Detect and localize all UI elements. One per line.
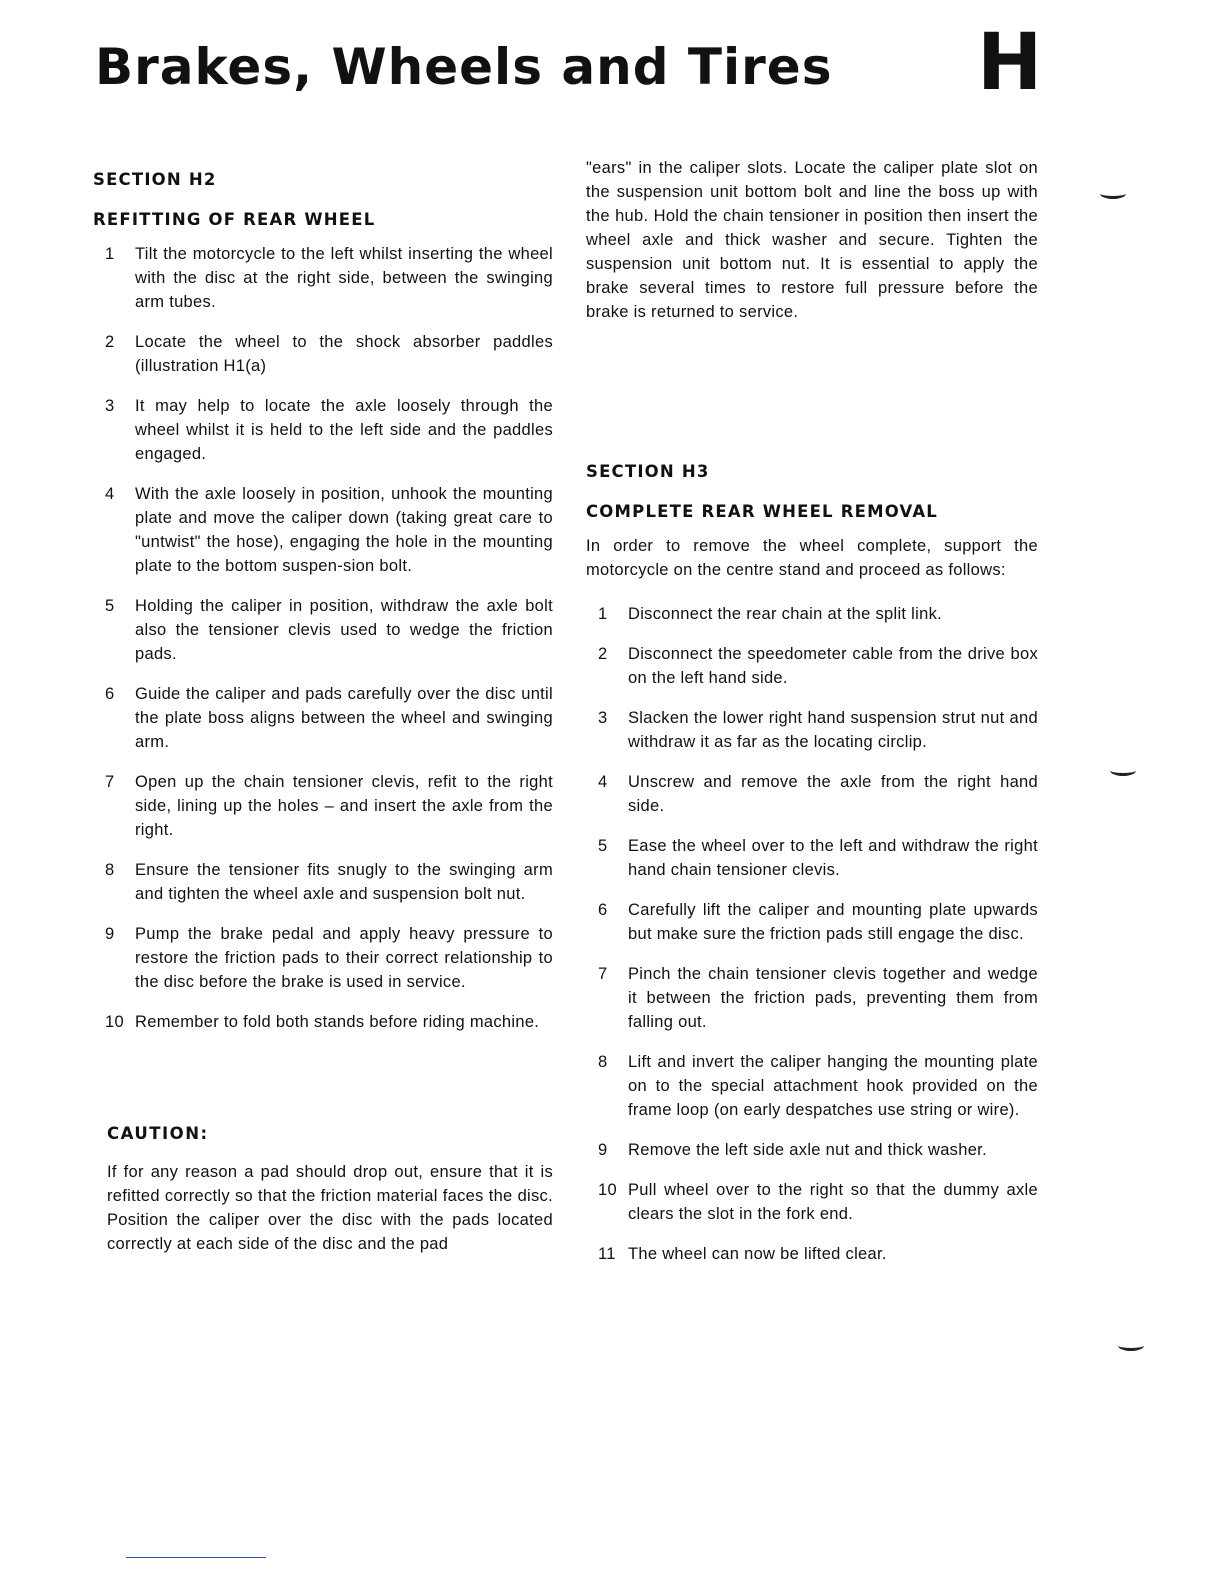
step-number: 11 (598, 1245, 616, 1263)
step-number: 6 (598, 901, 608, 919)
list-item (93, 682, 553, 754)
removal-steps-list (586, 602, 1038, 1266)
step-text: Disconnect the rear chain at the split link. (628, 605, 943, 623)
step-number: 8 (105, 861, 115, 879)
continuation-text: "ears" in the caliper slots. Locate the caliper plate slot on the suspension unit bottom bolt and line the boss up with the hub. Hold the chain tensioner in position then insert the wheel axle and thick washer and secure. Tighten the suspension unit bottom nut. It is essential to apply the brake several times to restore full pressure before the brake is returned to service. (586, 159, 1038, 321)
step-text: Slacken the lower right hand suspension strut nut and withdraw it as far as the locating circlip. (628, 709, 1038, 751)
caution-heading: CAUTION: (107, 1124, 209, 1143)
list-item (93, 242, 553, 314)
step-text: Remember to fold both stands before riding machine. (135, 1013, 540, 1031)
list-item (586, 1138, 1038, 1162)
step-text: Locate the wheel to the shock absorber paddles (illustration H1(a) (135, 333, 553, 375)
refitting-steps-list (93, 242, 553, 1034)
list-item (586, 962, 1038, 1034)
right-column (586, 156, 1038, 1282)
caution-text: If for any reason a pad should drop out, ensure that it is refitted correctly so that the friction material faces the disc. Position the caliper over the disc with the pads located correctly at each side of the disc and the pad (107, 1163, 553, 1253)
step-number: 2 (105, 333, 115, 351)
chapter-letter: H (977, 18, 1043, 108)
binder-mark (1118, 1340, 1144, 1351)
page-title: Brakes, Wheels and Tires (95, 38, 833, 96)
step-text: Tilt the motorcycle to the left whilst inserting the wheel with the disc at the right side, between the swinging arm tubes. (135, 245, 553, 311)
step-number: 10 (105, 1013, 124, 1031)
list-item (93, 594, 553, 666)
step-text: Ensure the tensioner fits snugly to the swinging arm and tighten the wheel axle and suspension bolt nut. (135, 861, 553, 903)
section-h3-title: SECTION H3 (586, 462, 710, 481)
section-h3-subtitle: COMPLETE REAR WHEEL REMOVAL (586, 502, 939, 521)
list-item (586, 770, 1038, 818)
footer-rule (126, 1557, 266, 1558)
step-number: 5 (105, 597, 115, 615)
list-item (586, 1242, 1038, 1266)
step-number: 8 (598, 1053, 608, 1071)
list-item (586, 898, 1038, 946)
step-number: 1 (105, 245, 115, 263)
step-text: Remove the left side axle nut and thick washer. (628, 1141, 987, 1159)
step-number: 5 (598, 837, 608, 855)
step-number: 7 (105, 773, 115, 791)
step-text: Ease the wheel over to the left and withdraw the right hand chain tensioner clevis. (628, 837, 1038, 879)
step-text: Disconnect the speedometer cable from the drive box on the left hand side. (628, 645, 1038, 687)
left-column (93, 166, 553, 1256)
step-number: 3 (105, 397, 115, 415)
step-text: It may help to locate the axle loosely through the wheel whilst it is held to the left side and the paddles engaged. (135, 397, 553, 463)
step-text: Pull wheel over to the right so that the dummy axle clears the slot in the fork end. (628, 1181, 1038, 1223)
step-text: Open up the chain tensioner clevis, refit to the right side, lining up the holes – and insert the axle from the right. (135, 773, 553, 839)
list-item (586, 602, 1038, 626)
binder-mark (1110, 765, 1136, 776)
list-item (93, 394, 553, 466)
list-item (586, 834, 1038, 882)
step-number: 4 (105, 485, 115, 503)
list-item (93, 922, 553, 994)
step-number: 9 (105, 925, 115, 943)
step-text: Guide the caliper and pads carefully over the disc until the plate boss aligns between the wheel and swinging arm. (135, 685, 553, 751)
list-item (93, 330, 553, 378)
binder-mark (1100, 188, 1126, 199)
list-item (93, 770, 553, 842)
step-text: Lift and invert the caliper hanging the mounting plate on to the special attachment hook provided on the frame loop (on early despatches use string or wire). (628, 1053, 1038, 1119)
section-h2-title: SECTION H2 (93, 170, 217, 189)
list-item (586, 1178, 1038, 1226)
step-text: Pump the brake pedal and apply heavy pressure to restore the friction pads to their correct relationship to the disc before the brake is used in service. (135, 925, 553, 991)
step-text: With the axle loosely in position, unhook the mounting plate and move the caliper down (taking great care to "untwist" the hose), engaging the hole in the mounting plate to the bottom suspen-sion bolt. (135, 485, 553, 575)
step-number: 3 (598, 709, 608, 727)
step-text: Unscrew and remove the axle from the right hand side. (628, 773, 1038, 815)
section-h3-intro: In order to remove the wheel complete, support the motorcycle on the centre stand and proceed as follows: (586, 537, 1038, 579)
step-number: 7 (598, 965, 608, 983)
step-number: 4 (598, 773, 608, 791)
list-item (93, 1010, 553, 1034)
step-text: Holding the caliper in position, withdraw the axle bolt also the tensioner clevis used to wedge the friction pads. (135, 597, 553, 663)
step-text: Carefully lift the caliper and mounting plate upwards but make sure the friction pads still engage the disc. (628, 901, 1038, 943)
step-number: 1 (598, 605, 608, 623)
list-item (93, 482, 553, 578)
list-item (93, 858, 553, 906)
list-item (586, 1050, 1038, 1122)
step-number: 6 (105, 685, 115, 703)
step-number: 10 (598, 1181, 617, 1199)
list-item (586, 642, 1038, 690)
step-text: The wheel can now be lifted clear. (628, 1245, 887, 1263)
step-number: 9 (598, 1141, 608, 1159)
step-text: Pinch the chain tensioner clevis together and wedge it between the friction pads, preventing them from falling out. (628, 965, 1038, 1031)
section-h2-subtitle: REFITTING OF REAR WHEEL (93, 210, 376, 229)
list-item (586, 706, 1038, 754)
step-number: 2 (598, 645, 608, 663)
